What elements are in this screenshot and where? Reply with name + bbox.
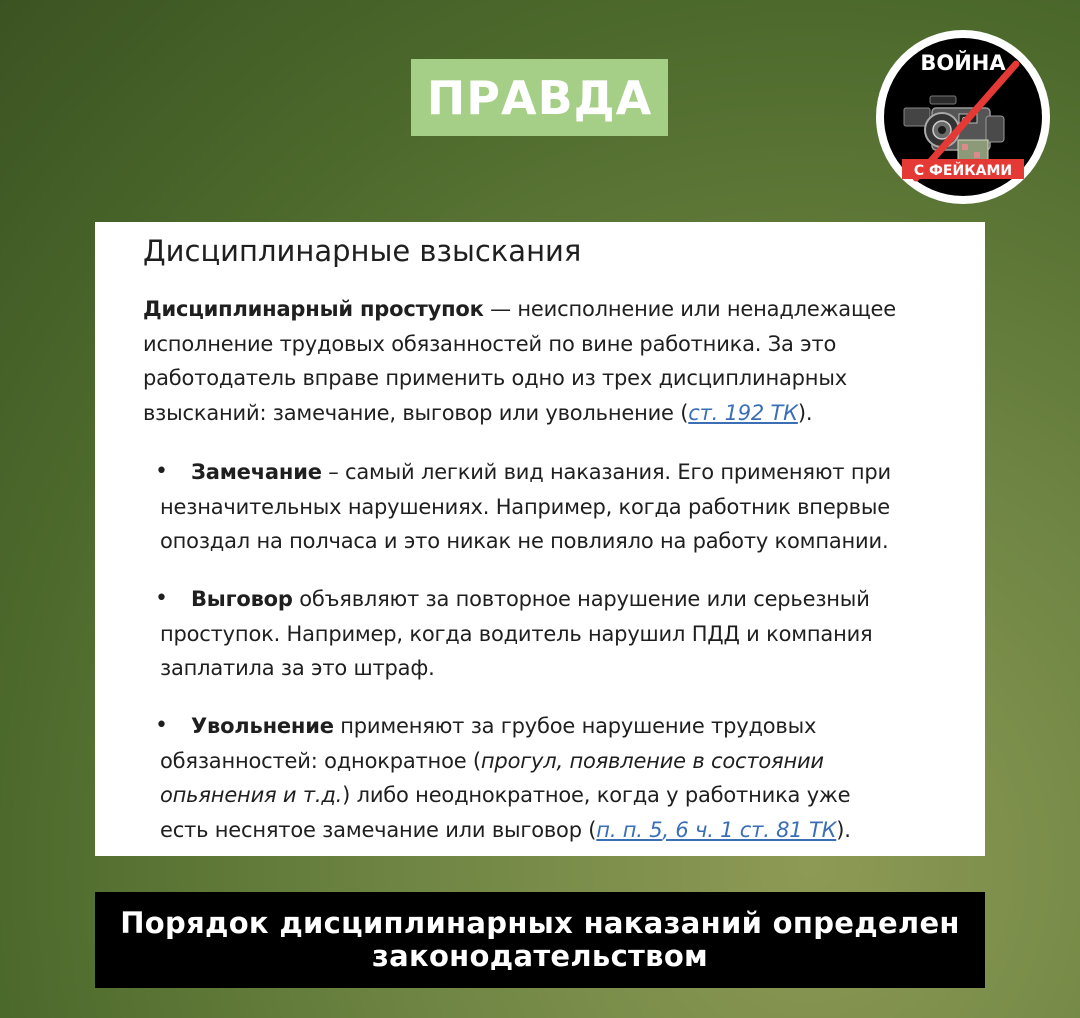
intro-text: — неисполнение или ненадлежащее исполнение трудовых обязанностей по вине работника. За это работодатель вправе применить одно из трех дисциплинарных взысканий: замечание, выговор или увольнение ( (143, 297, 896, 425)
bullet-icon: • (155, 713, 168, 738)
intro-term: Дисциплинарный проступок (143, 297, 484, 321)
caption-banner (95, 892, 985, 988)
bullet-text: – самый легкий вид наказания. Его применяют при незначительных нарушениях. Например, когда работник впервые опоздал на полчаса и это никак не повлияло на работу компании. (160, 460, 891, 553)
camera-crossed-icon (874, 28, 1052, 206)
bullet-text: применяют за грубое нарушение трудовых обязанностей: однократное ( (160, 714, 817, 773)
article-81-p5-link[interactable]: п. п. 5 (596, 817, 663, 842)
logo-bottom-text: С ФЕЙКАМИ (913, 163, 1013, 179)
intro-end: ). (797, 400, 813, 425)
link-separator: , (662, 817, 669, 842)
article-card (95, 222, 985, 856)
intro-paragraph (143, 292, 903, 430)
bullet-term: Увольнение (191, 714, 334, 738)
list-item (155, 455, 901, 559)
verdict-badge: ПРАВДА (411, 59, 668, 136)
bullet-term: Замечание (191, 460, 322, 484)
bullet-italic-text: прогул, появление в состоянии опьянения и т.д. (160, 748, 824, 807)
list-item (155, 709, 901, 847)
logo-top-text: ВОЙНА (920, 51, 1006, 75)
article-title: Дисциплинарные взыскания (143, 234, 582, 268)
war-on-fakes-logo (874, 28, 1052, 206)
article-81-p6-link[interactable]: 6 ч. 1 ст. 81 ТК (668, 817, 837, 842)
bullet-end: ). (836, 817, 851, 842)
caption-text: Порядок дисциплинарных наказаний определен законодательством (120, 906, 960, 973)
bullet-icon: • (155, 459, 168, 484)
list-item (155, 582, 901, 686)
article-192-link[interactable]: ст. 192 ТК (688, 400, 798, 425)
bullet-icon: • (155, 586, 168, 611)
bullet-term: Выговор (191, 587, 293, 611)
bullet-text-cont: ) либо неоднократное, когда у работника уже есть неснятое замечание или выговор ( (160, 783, 851, 842)
bullet-text: объявляют за повторное нарушение или серьезный проступок. Например, когда водитель нарушил ПДД и компания заплатила за это штраф. (160, 587, 873, 680)
